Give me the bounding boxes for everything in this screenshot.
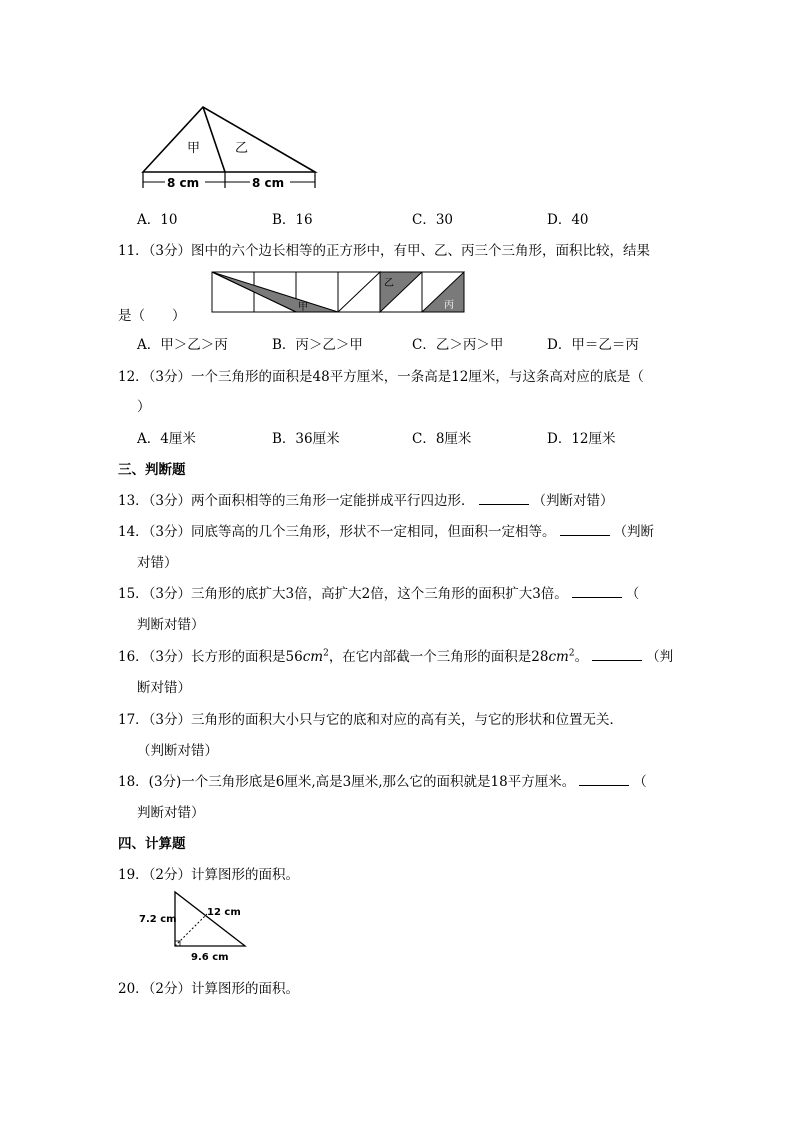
q15-cont: 判断对错）: [137, 617, 205, 633]
q17-text: 17．（3分）三角形的面积大小只与它的底和对应的高有关，与它的形状和位置无关．: [118, 712, 624, 728]
q16-suffix: （判: [646, 649, 674, 665]
q16-sup: 2: [323, 648, 329, 659]
q19-label-left: 7.2 cm: [139, 914, 177, 925]
q10-option-b[interactable]: B．16: [272, 212, 313, 228]
q12-option-c[interactable]: C．8厘米: [412, 431, 472, 447]
q18-text: 18．(3分)一个三角形底是6厘米,高是3厘米,那么它的面积就是18平方厘米。: [118, 774, 576, 790]
q19-label-hyp: 12 cm: [207, 907, 241, 918]
q16-sup2: 2: [568, 648, 575, 659]
q19-stem: 19．（2分）计算图形的面积。: [118, 867, 300, 883]
q10-option-d[interactable]: D．40: [547, 212, 589, 228]
q10-option-a[interactable]: A．10: [137, 212, 178, 228]
q16-unit: cm: [302, 649, 324, 665]
q14-answer-blank[interactable]: [560, 523, 610, 536]
q10-label-jia: 甲: [187, 141, 201, 156]
q11-stem: 11．（3分）图中的六个边长相等的正方形中，有甲、乙、丙三个三角形，面积比较，结果: [118, 243, 651, 259]
q12-stem-cont: ）: [137, 399, 151, 415]
q15: [118, 582, 639, 602]
q13-suffix: （判断对错）: [532, 493, 614, 509]
q19-label-bottom: 9.6 cm: [191, 952, 229, 963]
q18: [118, 770, 647, 790]
q16-unit2: cm: [548, 649, 569, 665]
q16-cont: 断对错）: [137, 680, 191, 696]
q19-right-triangle-figure: [135, 888, 275, 966]
q14-suffix: （判断: [613, 524, 655, 540]
q11-option-b[interactable]: B．丙＞乙＞甲: [272, 337, 363, 353]
q12-stem: 12．（3分）一个三角形的面积是48平方厘米，一条高是12厘米，与这条高对应的底是（: [118, 369, 644, 385]
q18-suffix: （: [633, 774, 647, 790]
q16: [118, 645, 673, 665]
q11-label-jia: 甲: [298, 302, 308, 313]
q20-stem: 20．（2分）计算图形的面积。: [118, 981, 300, 997]
section-title-judgment: 三、判断题: [118, 462, 186, 478]
q14-cont: 对错）: [137, 555, 178, 571]
q13-text: 13．（3分）两个面积相等的三角形一定能拼成平行四边形．: [118, 493, 475, 509]
q11-label-bing: 丙: [444, 300, 454, 311]
q18-cont: 判断对错）: [137, 805, 205, 821]
section-title-calculation: 四、计算题: [118, 836, 186, 852]
q15-text: 15．（3分）三角形的底扩大3倍，高扩大2倍，这个三角形的面积扩大3倍。: [118, 586, 568, 602]
q11-label-yi: 乙: [384, 278, 394, 289]
q14-text: 14．（3分）同底等高的几个三角形，形状不一定相同，但面积一定相等。: [118, 524, 556, 540]
q11-stem-cont: 是（ ）: [118, 308, 186, 324]
q14: [118, 520, 654, 540]
q15-suffix: （: [625, 586, 640, 602]
q18-answer-blank[interactable]: [579, 773, 629, 786]
q16-text: 16．（3分）长方形的面积是56: [118, 649, 303, 665]
q16-text3: 。: [574, 649, 589, 665]
q11-squares-figure: [210, 270, 470, 314]
q10-triangle-figure: [135, 100, 325, 195]
q16-answer-blank[interactable]: [592, 648, 642, 661]
q16-text2: ，在它内部截一个三角形的面积是28: [328, 649, 549, 665]
q10-label-yi: 乙: [235, 141, 249, 156]
q17-cont: （判断对错）: [137, 743, 218, 759]
q10-dim-left: 8 cm: [167, 176, 200, 190]
q11-option-a[interactable]: A．甲＞乙＞丙: [137, 337, 228, 353]
q15-answer-blank[interactable]: [572, 585, 622, 598]
q13: [118, 489, 614, 509]
q10-dim-right: 8 cm: [252, 176, 285, 190]
q10-option-c[interactable]: C．30: [412, 212, 454, 228]
q12-option-b[interactable]: B．36厘米: [272, 431, 340, 447]
q13-answer-blank[interactable]: [479, 492, 529, 505]
q12-option-a[interactable]: A．4厘米: [137, 431, 196, 447]
q11-option-d[interactable]: D．甲＝乙＝丙: [547, 337, 639, 353]
q12-option-d[interactable]: D．12厘米: [547, 431, 616, 447]
q11-option-c[interactable]: C．乙＞丙＞甲: [412, 337, 504, 353]
